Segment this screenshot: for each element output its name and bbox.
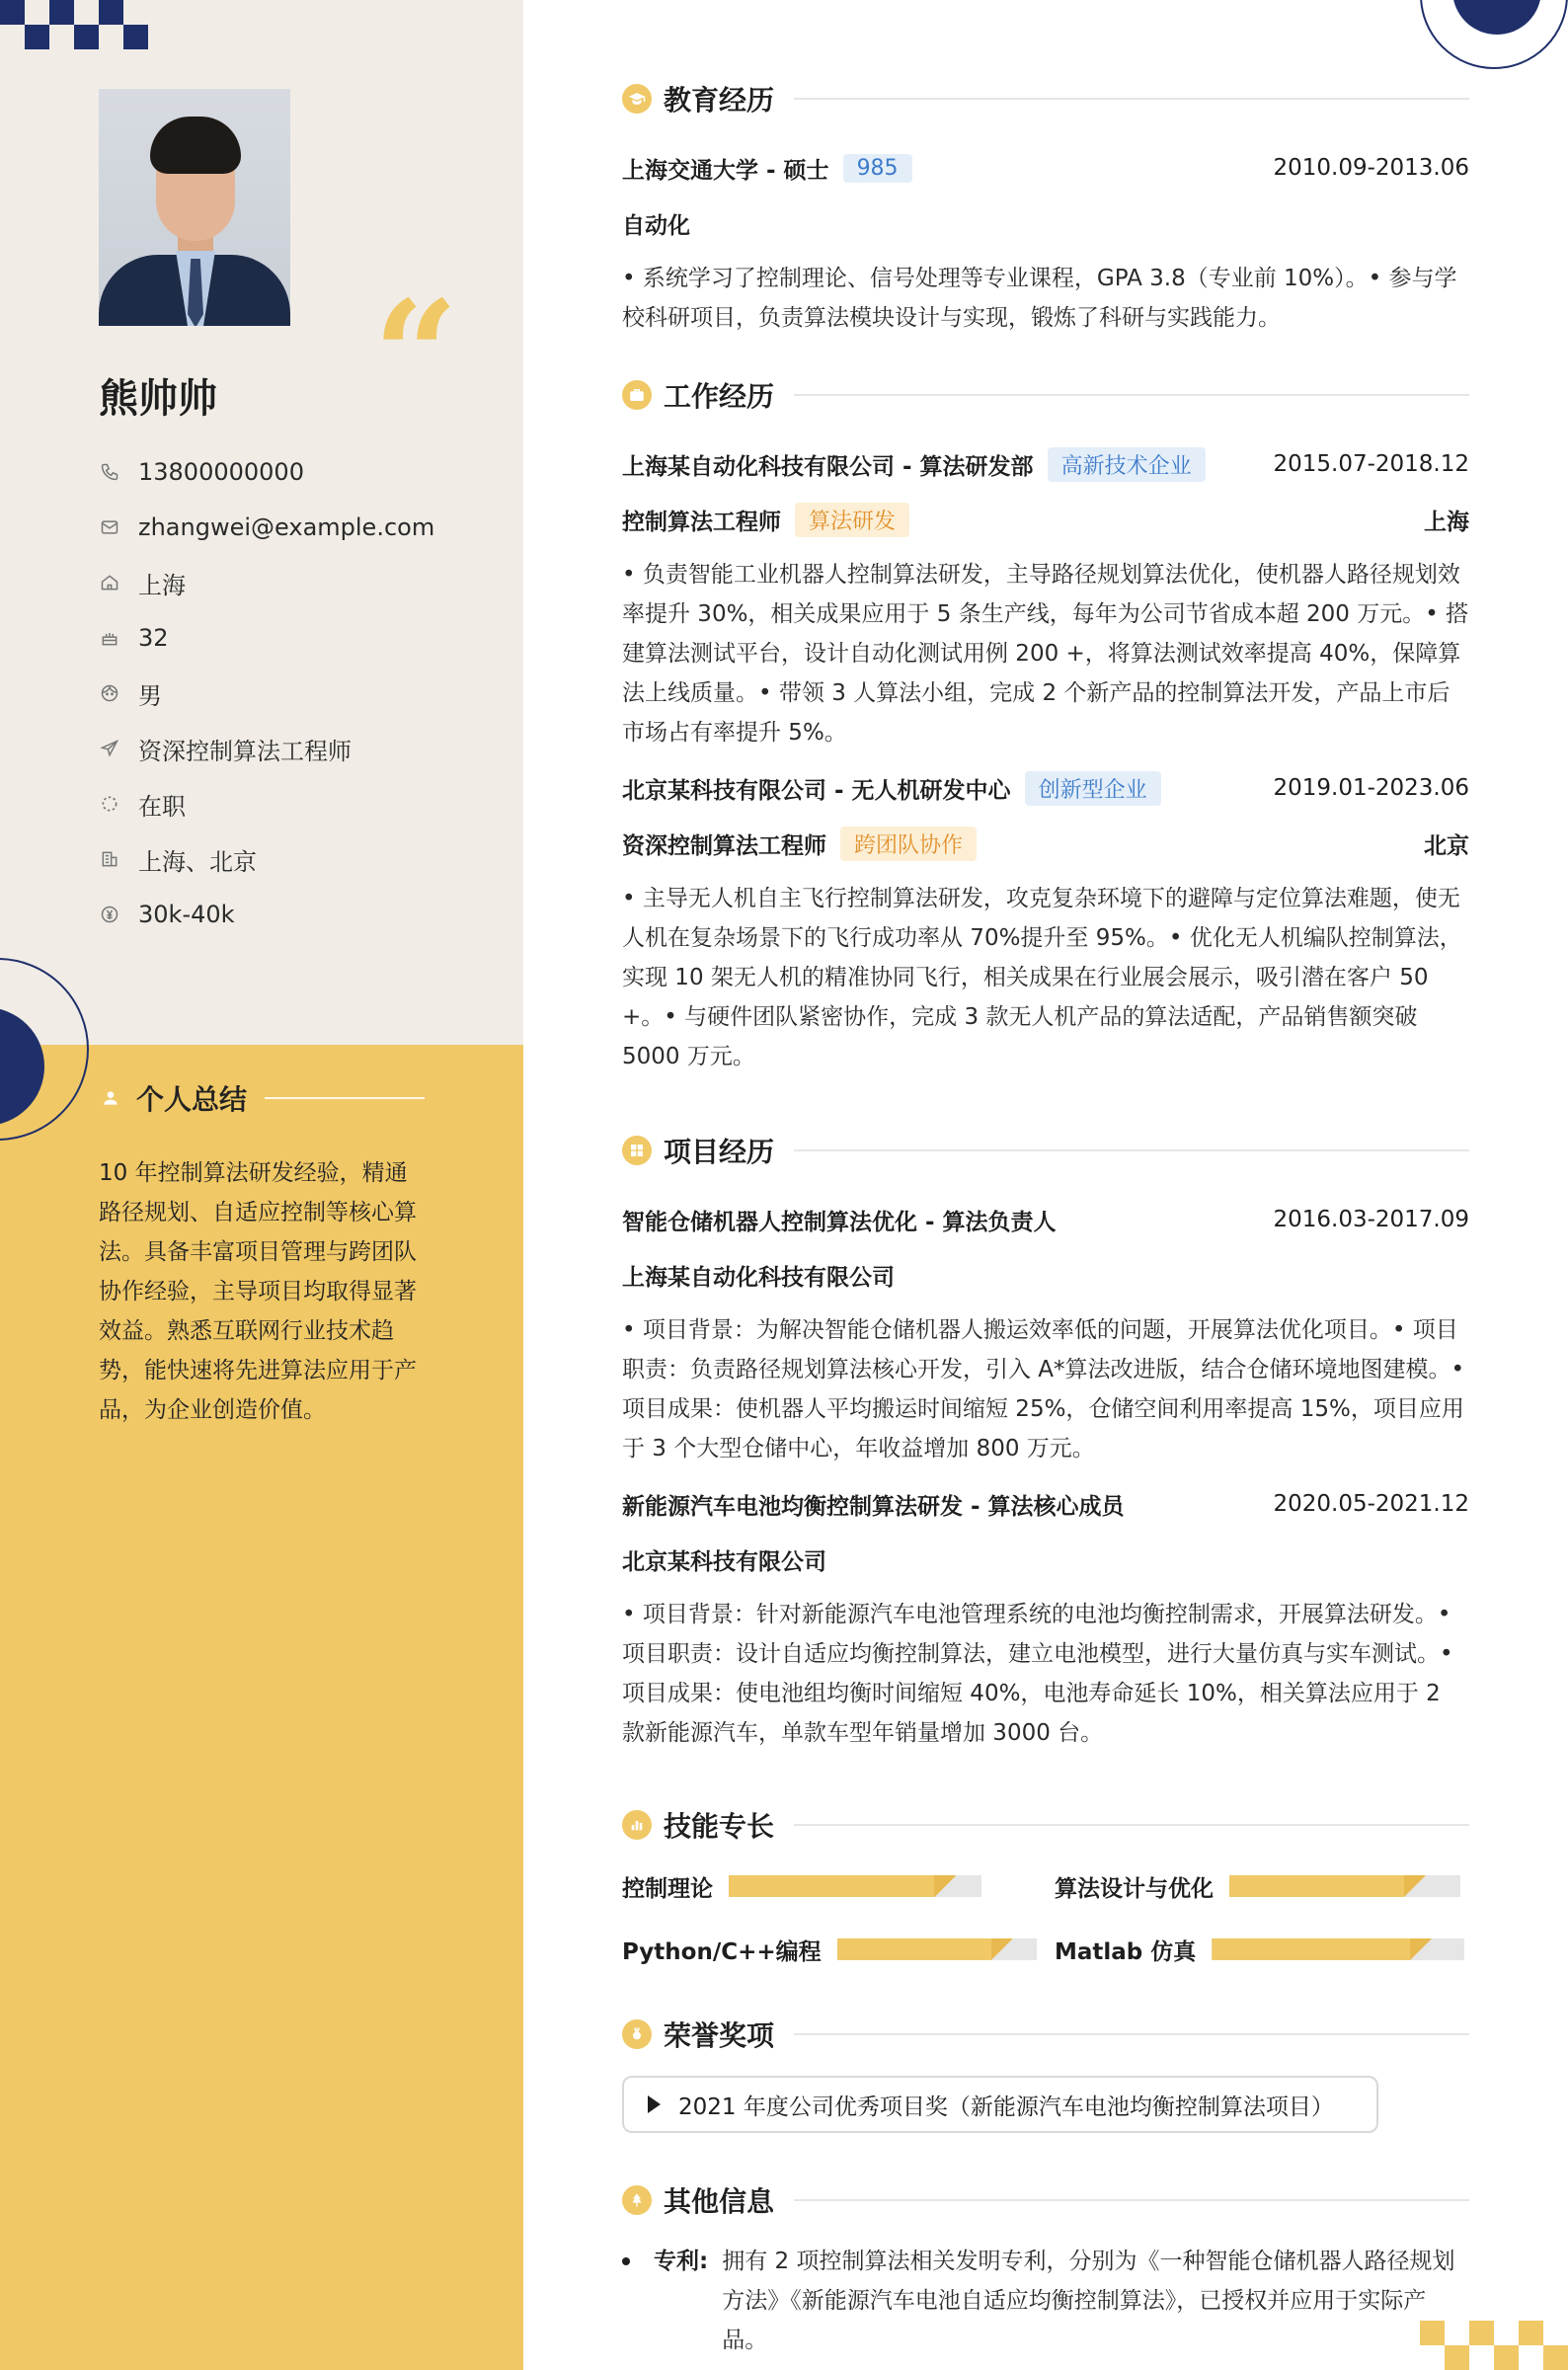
award-text: 2021 年度公司优秀项目奖（新能源汽车电池均衡控制算法项目） <box>678 2094 1334 2120</box>
job-city: 北京 <box>1424 832 1469 859</box>
info-salary <box>99 887 434 942</box>
section-other <box>622 2180 1469 2360</box>
skill-label: Python/C++编程 <box>622 1938 822 1965</box>
project-company: 北京某科技有限公司 <box>622 1548 826 1575</box>
summary-text: 10 年控制算法研发经验，精通路径规划、自适应控制等核心算法。具备丰富项目管理与跨团队协作经验，主导项目均取得显著效益。熟悉互联网行业技术趋势，能快速将先进算法应用于产品，为企业创造价值。 <box>99 1160 417 1423</box>
skill-bar <box>1212 1938 1464 1960</box>
projects-divider <box>794 1149 1469 1151</box>
other-key: 专利: <box>654 2249 709 2274</box>
major-name: 自动化 <box>622 212 690 239</box>
skill-bar-fill <box>729 1875 956 1897</box>
position-text: 资深控制算法工程师 <box>138 737 352 765</box>
info-phone <box>99 444 434 500</box>
skill-label: 控制理论 <box>622 1875 713 1902</box>
job-date: 2015.07-2018.12 <box>1273 451 1469 477</box>
project-item <box>622 1484 1469 1753</box>
skills-grid <box>622 1866 1469 1969</box>
skill-bar <box>837 1938 1037 1960</box>
skill-bar-fill <box>1229 1875 1426 1897</box>
project-name: 新能源汽车电池均衡控制算法研发 - 算法核心成员 <box>622 1493 1125 1520</box>
skill-bar-fill <box>837 1938 1013 1960</box>
email-text[interactable]: zhangwei@example.com <box>138 514 435 541</box>
skill-item <box>1055 1866 1469 1906</box>
other-value: 拥有 2 项控制算法相关发明专利，分别为《一种智能仓储机器人路径规划方法》《新能源汽车电池自适应均衡控制算法》，已授权并应用于实际产品。 <box>722 2249 1455 2353</box>
play-triangle-icon <box>648 2095 661 2113</box>
info-email <box>99 500 434 555</box>
yen-icon <box>99 904 120 925</box>
salary-text: 30k-40k <box>138 901 235 928</box>
skill-label: Matlab 仿真 <box>1055 1938 1197 1965</box>
skill-item <box>622 1866 1037 1906</box>
info-position <box>99 721 434 776</box>
skill-item <box>622 1930 1037 1969</box>
phone-text[interactable]: 13800000000 <box>138 458 304 486</box>
education-desc: • 系统学习了控制理论、信号处理等专业课程，GPA 3.8（专业前 10%）。• 参与学校科研项目，负责算法模块设计与实现，锻炼了科研与实践能力。 <box>622 266 1457 331</box>
avatar-photo <box>99 89 290 326</box>
skill-item <box>1055 1930 1469 1969</box>
education-header <box>622 79 1469 118</box>
profile-name: 熊帅帅 <box>99 376 217 422</box>
section-education <box>622 79 1469 338</box>
user-icon <box>99 1086 122 1110</box>
major-row <box>622 203 1469 243</box>
city-text: 上海 <box>138 571 186 599</box>
target-city-text: 上海、北京 <box>138 847 257 876</box>
job-item <box>622 444 1469 752</box>
grid-icon <box>622 1136 652 1165</box>
award-item[interactable] <box>622 2076 1378 2133</box>
school-name: 上海交通大学 - 硕士 <box>622 157 829 184</box>
skill-label: 算法设计与优化 <box>1055 1875 1214 1902</box>
awards-header <box>622 2014 1469 2054</box>
project-company: 上海某自动化科技有限公司 <box>622 1264 895 1291</box>
job-role: 资深控制算法工程师 <box>622 832 826 859</box>
education-title: 教育经历 <box>664 84 775 117</box>
project-date: 2016.03-2017.09 <box>1273 1207 1469 1232</box>
bar-chart-icon <box>622 1810 652 1840</box>
skills-header <box>622 1805 1469 1845</box>
job-desc: • 主导无人机自主飞行控制算法研发，攻克复杂环境下的避障与定位算法难题，使无人机在复杂场景下的飞行成功率从 70%提升至 95%。• 优化无人机编队控制算法，实现 10 架无人机的精准协同飞行，相关成果在行业展会展示，吸引潜在客户 50 +。• 与硬件团队紧密协作，完成 3 款无人机产品的算法适配，产品销售额突破 5000 万元。 <box>622 886 1462 1069</box>
status-icon <box>99 793 120 815</box>
contact-info-list <box>99 444 434 942</box>
bullet-dot <box>622 2257 630 2265</box>
gender-text: 男 <box>138 681 162 710</box>
education-row <box>622 148 1469 188</box>
home-icon <box>99 572 120 593</box>
project-item <box>622 1200 1469 1468</box>
other-header <box>622 2180 1469 2220</box>
cake-icon <box>99 627 120 649</box>
role-tag: 跨团队协作 <box>840 827 977 861</box>
job-city: 上海 <box>1424 509 1469 535</box>
tree-icon <box>622 2185 652 2215</box>
graduation-cap-icon <box>622 84 652 114</box>
phone-icon <box>99 461 120 483</box>
section-projects <box>622 1131 1469 1753</box>
face-icon <box>99 682 120 704</box>
send-icon <box>99 738 120 759</box>
project-date: 2020.05-2021.12 <box>1273 1491 1469 1517</box>
skill-bar <box>1229 1875 1460 1897</box>
projects-header <box>622 1131 1469 1170</box>
job-company: 上海某自动化科技有限公司 - 算法研发部 <box>622 453 1034 480</box>
skill-bar-fill <box>1212 1938 1432 1960</box>
sidebar <box>0 0 523 2370</box>
skills-divider <box>794 1824 1469 1826</box>
status-text: 在职 <box>138 792 186 821</box>
other-item <box>622 2242 1469 2360</box>
company-tag: 高新技术企业 <box>1048 447 1206 482</box>
company-tag: 创新型企业 <box>1025 771 1161 806</box>
summary-header <box>99 1078 425 1118</box>
info-status <box>99 776 434 831</box>
project-desc: • 项目背景：为解决智能仓储机器人搬运效率低的问题，开展算法优化项目。• 项目职责：负责路径规划算法核心开发，引入 A*算法改进版，结合仓储环境地图建模。• 项目成果：使机器人平均搬运时间缩短 25%，仓储空间利用率提高 15%，项目应用于 3 个大型仓储中心，年收益增加 800 万元。 <box>622 1317 1465 1462</box>
age-text: 32 <box>138 624 169 652</box>
job-company: 北京某科技有限公司 - 无人机研发中心 <box>622 777 1011 804</box>
role-tag: 算法研发 <box>795 503 909 537</box>
skills-title: 技能专长 <box>664 1810 775 1843</box>
briefcase-icon <box>622 380 652 410</box>
quote-mark-icon: “ <box>373 269 459 442</box>
info-gender <box>99 666 434 721</box>
info-city <box>99 555 434 610</box>
job-desc: • 负责智能工业机器人控制算法研发，主导路径规划算法优化，使机器人路径规划效率提升 30%，相关成果应用于 5 条生产线，每年为公司节省成本超 200 万元。• 搭建算法测试平台，设计自动化测试用例 200 +，将算法测试效率提高 40%，保障算法上线质量。• 带领 3 人算法小组，完成 2 个新产品的控制算法开发，产品上市后市场占有率提升 5%。 <box>622 562 1469 746</box>
work-title: 工作经历 <box>664 380 775 413</box>
other-divider <box>794 2199 1469 2201</box>
section-work <box>622 375 1469 1076</box>
work-divider <box>794 394 1469 396</box>
project-name: 智能仓储机器人控制算法优化 - 算法负责人 <box>622 1209 1057 1235</box>
education-divider <box>794 98 1469 100</box>
mail-icon <box>99 516 120 538</box>
awards-divider <box>794 2033 1469 2035</box>
awards-title: 荣誉奖项 <box>664 2019 775 2052</box>
info-age <box>99 610 434 666</box>
other-title: 其他信息 <box>664 2185 775 2218</box>
work-header <box>622 375 1469 415</box>
summary-title: 个人总结 <box>136 1083 248 1116</box>
summary-divider <box>265 1097 425 1099</box>
info-target-city <box>99 831 434 887</box>
building-icon <box>99 848 120 870</box>
school-tag: 985 <box>843 154 912 183</box>
skill-bar <box>729 1875 981 1897</box>
project-desc: • 项目背景：针对新能源汽车电池管理系统的电池均衡控制需求，开展算法研发。• 项目职责：设计自适应均衡控制算法，建立电池模型，进行大量仿真与实车测试。• 项目成果：使电池组均衡时间缩短 40%，电池寿命延长 10%，相关算法应用于 2 款新能源汽车，单款车型年销量增加 3000 台。 <box>622 1602 1453 1746</box>
job-role: 控制算法工程师 <box>622 509 781 535</box>
job-date: 2019.01-2023.06 <box>1273 775 1469 801</box>
projects-title: 项目经历 <box>664 1136 775 1168</box>
job-item <box>622 768 1469 1076</box>
medal-icon <box>622 2019 652 2049</box>
section-skills <box>622 1805 1469 1969</box>
section-awards <box>622 2014 1469 2133</box>
education-date: 2010.09-2013.06 <box>1273 155 1469 181</box>
